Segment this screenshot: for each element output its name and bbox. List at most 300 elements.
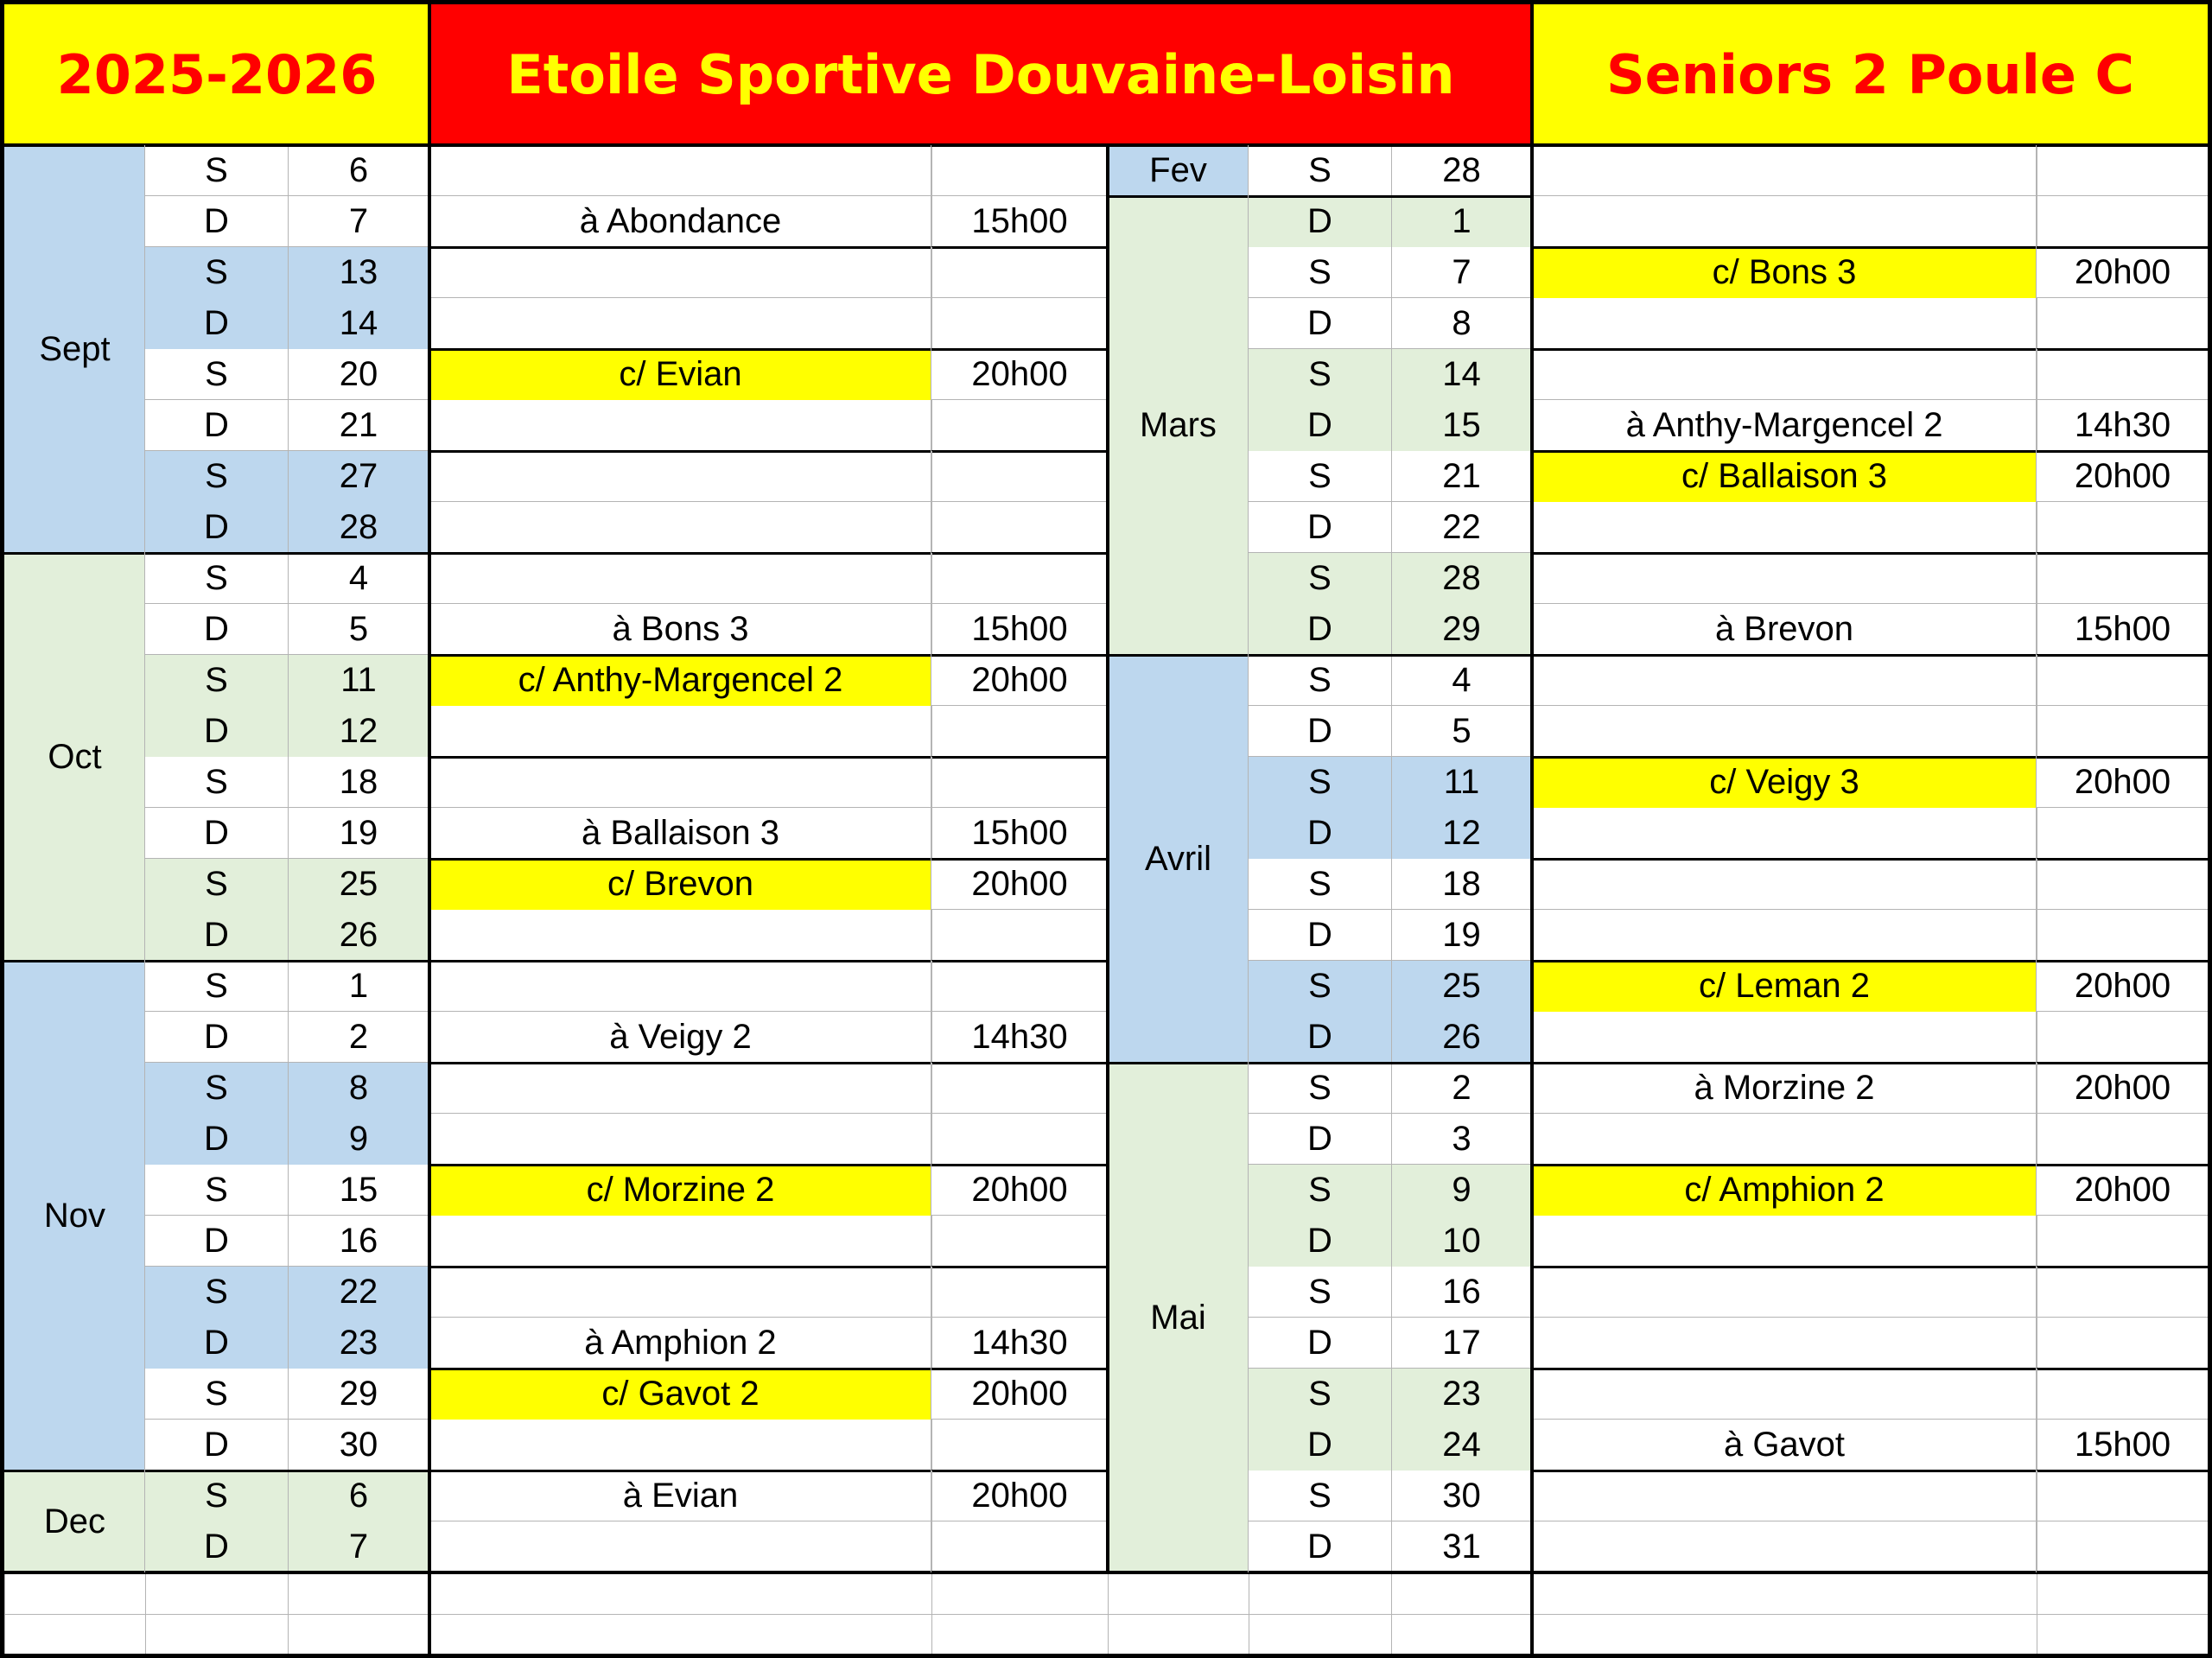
column-line [2036, 145, 2037, 1572]
cell-gridline [931, 807, 1108, 808]
cell-gridline [931, 706, 932, 757]
column-line [144, 145, 145, 1572]
date-cell: 5 [288, 604, 429, 655]
empty-match-cell [1532, 910, 2037, 961]
cell-gridline [931, 757, 932, 808]
match-cell: à Evian [429, 1471, 931, 1521]
empty-match-cell [429, 1267, 931, 1318]
week-border [1532, 756, 2209, 759]
cell-gridline [288, 859, 289, 910]
date-cell: 28 [1391, 145, 1532, 196]
day-cell: D [1249, 1521, 1391, 1572]
empty-match-cell [429, 502, 931, 553]
cell-gridline [931, 961, 932, 1012]
empty-match-cell [1532, 859, 2037, 910]
day-cell: D [145, 808, 288, 859]
cell-gridline [2037, 1419, 2209, 1420]
empty-match-cell [1532, 1369, 2037, 1420]
date-cell: 7 [288, 196, 429, 247]
cell-gridline [288, 1267, 289, 1318]
month-cell: Sept [4, 145, 145, 553]
cell-gridline [1391, 1012, 1392, 1063]
month-cell: Oct [4, 553, 145, 961]
time-cell: 14h30 [931, 1012, 1108, 1063]
week-border [1532, 654, 2209, 657]
day-cell: D [145, 502, 288, 553]
cell-gridline [1532, 1419, 2037, 1420]
date-cell: 6 [288, 145, 429, 196]
date-cell: 18 [1391, 859, 1532, 910]
week-border [429, 1266, 1108, 1268]
cell-gridline [1108, 1572, 1109, 1615]
season-header: 2025-2026 [4, 4, 429, 145]
cell-gridline [931, 1063, 932, 1114]
match-cell: c/ Gavot 2 [429, 1369, 931, 1420]
match-cell: à Bons 3 [429, 604, 931, 655]
cell-gridline [1249, 552, 1532, 553]
day-cell: S [145, 349, 288, 400]
empty-time-cell [931, 1216, 1108, 1267]
date-cell: 18 [288, 757, 429, 808]
day-cell: S [1249, 655, 1391, 706]
month-cell: Nov [4, 961, 145, 1471]
match-cell: à Gavot [1532, 1420, 2037, 1471]
empty-time-cell [931, 757, 1108, 808]
empty-time-cell [2037, 145, 2209, 196]
empty-cell [1249, 1572, 1391, 1615]
empty-match-cell [429, 553, 931, 604]
cell-gridline [2037, 399, 2209, 400]
cell-gridline [931, 1615, 932, 1657]
month-cell: Mars [1108, 196, 1249, 655]
time-cell: 20h00 [2037, 451, 2209, 502]
cell-gridline [931, 808, 932, 859]
day-cell: D [145, 298, 288, 349]
cell-gridline [931, 1317, 1108, 1318]
cell-gridline [429, 501, 931, 502]
empty-match-cell [1532, 553, 2037, 604]
header-separator [428, 0, 431, 1658]
cell-gridline [1391, 859, 1392, 910]
empty-time-cell [931, 910, 1108, 961]
cell-gridline [1391, 1471, 1392, 1521]
match-cell: c/ Morzine 2 [429, 1165, 931, 1216]
date-cell: 23 [288, 1318, 429, 1369]
day-cell: S [1249, 859, 1391, 910]
date-cell: 12 [1391, 808, 1532, 859]
empty-match-cell [1532, 706, 2037, 757]
week-border [429, 960, 1108, 962]
week-border [429, 756, 1108, 759]
empty-cell [1108, 1615, 1249, 1657]
day-cell: S [145, 145, 288, 196]
day-cell: D [145, 1216, 288, 1267]
cell-gridline [931, 1521, 932, 1572]
cell-gridline [931, 1113, 1108, 1114]
day-cell: D [145, 400, 288, 451]
empty-match-cell [1532, 1318, 2037, 1369]
match-cell: c/ Brevon [429, 859, 931, 910]
cell-gridline [145, 1615, 146, 1657]
day-cell: D [1249, 400, 1391, 451]
empty-time-cell [2037, 1521, 2209, 1572]
time-cell: 15h00 [931, 604, 1108, 655]
empty-match-cell [429, 706, 931, 757]
day-cell: S [145, 1267, 288, 1318]
empty-cell [1532, 1615, 2037, 1657]
cell-gridline [288, 247, 289, 298]
cell-gridline [931, 501, 1108, 502]
empty-time-cell [931, 1267, 1108, 1318]
cell-gridline [288, 910, 289, 961]
time-cell: 20h00 [2037, 247, 2209, 298]
empty-match-cell [429, 1114, 931, 1165]
empty-time-cell [931, 706, 1108, 757]
day-cell: D [145, 1114, 288, 1165]
cell-gridline [1391, 1369, 1392, 1420]
date-cell: 17 [1391, 1318, 1532, 1369]
empty-time-cell [931, 400, 1108, 451]
match-cell: à Ballaison 3 [429, 808, 931, 859]
day-cell: D [1249, 910, 1391, 961]
week-border [429, 1062, 1108, 1064]
header-separator [1530, 0, 1534, 1658]
cell-gridline [1391, 298, 1392, 349]
date-cell: 21 [1391, 451, 1532, 502]
day-cell: D [145, 1318, 288, 1369]
date-cell: 28 [1391, 553, 1532, 604]
cell-gridline [931, 1114, 932, 1165]
cell-gridline [288, 1572, 289, 1615]
date-cell: 11 [288, 655, 429, 706]
empty-cell [4, 1615, 145, 1657]
empty-cell [429, 1572, 931, 1615]
empty-match-cell [429, 1063, 931, 1114]
date-cell: 14 [1391, 349, 1532, 400]
cell-gridline [288, 604, 289, 655]
time-cell: 20h00 [931, 349, 1108, 400]
date-cell: 27 [288, 451, 429, 502]
team-header: Seniors 2 Poule C [1532, 4, 2209, 145]
month-cell: Avril [1108, 655, 1249, 1063]
week-border [1532, 246, 2209, 249]
day-cell: S [1249, 1063, 1391, 1114]
cell-gridline [931, 145, 932, 196]
cell-gridline [288, 1521, 289, 1572]
cell-gridline [2037, 807, 2209, 808]
cell-gridline [2037, 1215, 2209, 1216]
cell-gridline [931, 247, 932, 298]
empty-cell [288, 1572, 429, 1615]
empty-time-cell [2037, 1369, 2209, 1420]
cell-gridline [931, 1215, 1108, 1216]
match-cell: à Brevon [1532, 604, 2037, 655]
empty-match-cell [1532, 196, 2037, 247]
day-cell: D [145, 910, 288, 961]
day-cell: S [145, 655, 288, 706]
cell-gridline [1391, 196, 1392, 247]
week-border [429, 246, 1108, 249]
empty-time-cell [931, 502, 1108, 553]
empty-cell [1249, 1615, 1391, 1657]
week-border [1532, 1266, 2209, 1268]
date-cell: 7 [1391, 247, 1532, 298]
date-cell: 1 [288, 961, 429, 1012]
empty-match-cell [429, 910, 931, 961]
day-cell: S [1249, 553, 1391, 604]
cell-gridline [288, 1216, 289, 1267]
cell-gridline [931, 1420, 932, 1471]
date-cell: 19 [288, 808, 429, 859]
cell-gridline [288, 1369, 289, 1420]
week-border [429, 552, 1108, 555]
empty-match-cell [429, 400, 931, 451]
cell-gridline [1391, 502, 1392, 553]
empty-cell [1532, 1572, 2037, 1615]
cell-gridline [1391, 1615, 1392, 1657]
time-cell: 20h00 [931, 1471, 1108, 1521]
week-border [1532, 960, 2209, 962]
day-cell: D [145, 1521, 288, 1572]
cell-gridline [288, 196, 289, 247]
block-separator [1106, 145, 1109, 1572]
empty-match-cell [429, 247, 931, 298]
cell-gridline [429, 297, 931, 298]
match-cell: c/ Amphion 2 [1532, 1165, 2037, 1216]
cell-gridline [1249, 297, 1532, 298]
cell-gridline [288, 298, 289, 349]
date-cell: 30 [288, 1420, 429, 1471]
cell-gridline [931, 196, 932, 247]
cell-gridline [931, 603, 1108, 604]
cell-gridline [1249, 1113, 1532, 1114]
week-border [1532, 1164, 2209, 1166]
date-cell: 10 [1391, 1216, 1532, 1267]
empty-match-cell [429, 145, 931, 196]
cell-gridline [931, 195, 1108, 196]
day-cell: S [145, 1369, 288, 1420]
cell-gridline [429, 603, 931, 604]
empty-time-cell [931, 247, 1108, 298]
day-cell: S [145, 1165, 288, 1216]
date-cell: 16 [1391, 1267, 1532, 1318]
empty-time-cell [931, 1521, 1108, 1572]
date-cell: 12 [288, 706, 429, 757]
empty-match-cell [1532, 1267, 2037, 1318]
empty-time-cell [2037, 910, 2209, 961]
match-cell: à Morzine 2 [1532, 1063, 2037, 1114]
cell-gridline [1391, 757, 1392, 808]
date-cell: 9 [288, 1114, 429, 1165]
empty-time-cell [2037, 502, 2209, 553]
week-border [429, 1368, 1108, 1370]
day-cell: D [145, 1012, 288, 1063]
time-cell: 20h00 [931, 859, 1108, 910]
time-cell: 20h00 [2037, 1165, 2209, 1216]
cell-gridline [1249, 705, 1532, 706]
day-cell: D [145, 706, 288, 757]
cell-gridline [288, 1012, 289, 1063]
date-cell: 5 [1391, 706, 1532, 757]
date-cell: 24 [1391, 1420, 1532, 1471]
cell-gridline [931, 1267, 932, 1318]
cell-gridline [1249, 1368, 1532, 1369]
empty-time-cell [931, 298, 1108, 349]
empty-time-cell [2037, 298, 2209, 349]
cell-gridline [429, 807, 931, 808]
cell-gridline [1249, 1164, 1532, 1165]
cell-gridline [1391, 910, 1392, 961]
empty-time-cell [2037, 1114, 2209, 1165]
outer-border [2208, 0, 2212, 1658]
date-cell: 19 [1391, 910, 1532, 961]
cell-gridline [288, 1615, 289, 1657]
cell-gridline [931, 400, 932, 451]
day-cell: D [145, 1420, 288, 1471]
outer-border [0, 0, 4, 1658]
empty-cell [2037, 1572, 2209, 1615]
empty-time-cell [2037, 196, 2209, 247]
time-cell: 20h00 [2037, 1063, 2209, 1114]
month-border [4, 960, 429, 962]
cell-gridline [2037, 1317, 2209, 1318]
empty-time-cell [931, 961, 1108, 1012]
date-cell: 29 [1391, 604, 1532, 655]
match-cell: c/ Veigy 3 [1532, 757, 2037, 808]
empty-match-cell [1532, 1521, 2037, 1572]
day-cell: S [1249, 1165, 1391, 1216]
cell-gridline [1391, 1267, 1392, 1318]
week-border [429, 654, 1108, 657]
day-cell: D [1249, 1318, 1391, 1369]
day-cell: S [1249, 247, 1391, 298]
empty-cell [1391, 1572, 1532, 1615]
cell-gridline [1391, 706, 1392, 757]
outer-border [0, 1654, 2212, 1658]
empty-cell [4, 1572, 145, 1615]
column-line [1248, 145, 1249, 1572]
club-header: Etoile Sportive Douvaine-Loisin [429, 4, 1532, 145]
empty-match-cell [1532, 1216, 2037, 1267]
cell-gridline [1391, 1165, 1392, 1216]
date-cell: 4 [288, 553, 429, 604]
date-cell: 11 [1391, 757, 1532, 808]
match-cell: à Veigy 2 [429, 1012, 931, 1063]
date-cell: 22 [1391, 502, 1532, 553]
cell-gridline [288, 1420, 289, 1471]
empty-match-cell [429, 1216, 931, 1267]
date-cell: 26 [288, 910, 429, 961]
empty-time-cell [2037, 655, 2209, 706]
cell-gridline [1391, 145, 1392, 196]
date-cell: 7 [288, 1521, 429, 1572]
cell-gridline [1249, 348, 1532, 349]
day-cell: D [145, 196, 288, 247]
empty-cell [145, 1572, 288, 1615]
empty-time-cell [931, 1114, 1108, 1165]
cell-gridline [1391, 553, 1392, 604]
week-border [1532, 348, 2209, 351]
cell-gridline [2037, 1113, 2209, 1114]
date-cell: 2 [288, 1012, 429, 1063]
empty-time-cell [931, 1063, 1108, 1114]
cell-gridline [288, 553, 289, 604]
week-border [1532, 552, 2209, 555]
empty-time-cell [2037, 808, 2209, 859]
empty-time-cell [2037, 1471, 2209, 1521]
day-cell: D [1249, 1216, 1391, 1267]
cell-gridline [288, 808, 289, 859]
date-cell: 13 [288, 247, 429, 298]
empty-time-cell [2037, 706, 2209, 757]
empty-time-cell [2037, 1318, 2209, 1369]
day-cell: S [1249, 1369, 1391, 1420]
time-cell: 20h00 [931, 1165, 1108, 1216]
cell-gridline [1249, 501, 1532, 502]
cell-gridline [1391, 1318, 1392, 1369]
day-cell: S [145, 757, 288, 808]
cell-gridline [4, 1615, 5, 1657]
cell-gridline [2037, 195, 2209, 196]
month-cell: Dec [4, 1471, 145, 1572]
empty-match-cell [429, 298, 931, 349]
date-cell: 9 [1391, 1165, 1532, 1216]
week-border [429, 1470, 1108, 1472]
day-cell: D [1249, 604, 1391, 655]
match-cell: c/ Anthy-Margencel 2 [429, 655, 931, 706]
time-cell: 20h00 [931, 655, 1108, 706]
cell-gridline [931, 1011, 1108, 1012]
empty-cell [145, 1615, 288, 1657]
day-cell: S [145, 247, 288, 298]
cell-gridline [931, 553, 932, 604]
empty-match-cell [1532, 145, 2037, 196]
week-border [1532, 1062, 2209, 1064]
empty-match-cell [1532, 1012, 2037, 1063]
cell-gridline [288, 451, 289, 502]
week-border [429, 858, 1108, 861]
month-border [1108, 654, 1532, 657]
cell-gridline [1249, 756, 1532, 757]
time-cell: 15h00 [931, 196, 1108, 247]
empty-cell [288, 1615, 429, 1657]
day-cell: S [1249, 1471, 1391, 1521]
month-cell: Mai [1108, 1063, 1249, 1572]
empty-time-cell [931, 451, 1108, 502]
day-cell: S [1249, 757, 1391, 808]
day-cell: D [1249, 502, 1391, 553]
date-cell: 1 [1391, 196, 1532, 247]
day-cell: D [1249, 1012, 1391, 1063]
date-cell: 29 [288, 1369, 429, 1420]
date-cell: 25 [288, 859, 429, 910]
empty-cell [931, 1615, 1108, 1657]
empty-time-cell [931, 1420, 1108, 1471]
cell-gridline [931, 604, 932, 655]
day-cell: S [1249, 145, 1391, 196]
cell-gridline [429, 1317, 931, 1318]
cell-gridline [288, 1063, 289, 1114]
cell-gridline [931, 1216, 932, 1267]
empty-match-cell [1532, 655, 2037, 706]
cell-gridline [1391, 349, 1392, 400]
cell-gridline [931, 1572, 932, 1615]
day-cell: S [1249, 349, 1391, 400]
cell-gridline [1391, 655, 1392, 706]
empty-match-cell [429, 451, 931, 502]
cell-gridline [1532, 603, 2037, 604]
day-cell: S [145, 451, 288, 502]
